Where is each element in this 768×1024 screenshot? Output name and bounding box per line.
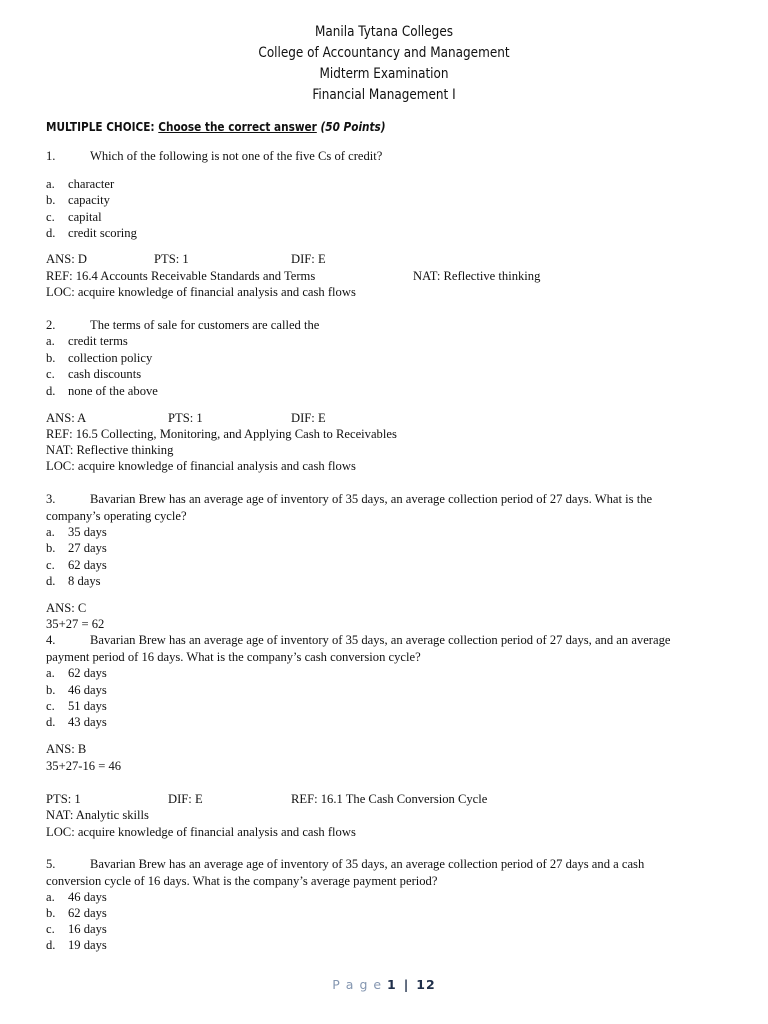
question-text-line-2: company’s operating cycle? <box>46 509 187 523</box>
question-number: 4. <box>46 633 56 647</box>
section-instruction: Choose the correct answer <box>158 119 317 134</box>
question-text-line-1: Bavarian Brew has an average age of inventory of 35 days, an average collection period of 27 days. What is the <box>90 492 653 506</box>
section-points: (50 Points) <box>320 119 386 134</box>
nat-tag: NAT: Analytic skills <box>46 808 149 822</box>
page-total: 12 <box>416 977 436 992</box>
difficulty: DIF: E <box>291 411 326 425</box>
option-a: a. character <box>46 177 115 191</box>
nat-tag: NAT: Reflective thinking <box>46 443 174 457</box>
question-text-line-1: Bavarian Brew has an average age of inventory of 35 days, an average collection period of 27 days, and an average <box>90 633 671 647</box>
question-number: 1. <box>46 149 56 163</box>
option-c: c. 62 days <box>46 558 107 572</box>
calculation: 35+27-16 = 46 <box>46 759 122 773</box>
question-number: 5. <box>46 857 56 871</box>
difficulty: DIF: E <box>168 792 203 806</box>
option-d: d. none of the above <box>46 384 158 398</box>
option-a: a. 46 days <box>46 890 107 904</box>
loc-tag: LOC: acquire knowledge of financial analysis and cash flows <box>46 825 356 839</box>
section-heading <box>46 119 386 134</box>
option-c: c. 16 days <box>46 922 107 936</box>
option-b: b. 27 days <box>46 541 107 555</box>
question-text-line-1: Bavarian Brew has an average age of inventory of 35 days, an average collection period of 27 days and a cash <box>90 857 645 871</box>
difficulty: DIF: E <box>291 252 326 266</box>
option-a: a. 35 days <box>46 525 107 539</box>
question-text-line-2: conversion cycle of 16 days. What is the company’s average payment period? <box>46 874 438 888</box>
question-number: 2. <box>46 318 56 332</box>
course-name: Financial Management I <box>312 87 456 103</box>
answer: ANS: C <box>46 601 87 615</box>
page-number: 1 <box>387 977 397 992</box>
page-footer <box>0 977 768 992</box>
option-a: a. credit terms <box>46 334 128 348</box>
option-d: d. 43 days <box>46 715 107 729</box>
exam-name: Midterm Examination <box>319 66 449 82</box>
option-b: b. collection policy <box>46 351 153 365</box>
reference: REF: 16.4 Accounts Receivable Standards and Terms <box>46 269 316 283</box>
option-a: a. 62 days <box>46 666 107 680</box>
option-d: d. credit scoring <box>46 226 137 240</box>
question-text: Which of the following is not one of the five Cs of credit? <box>90 149 383 163</box>
option-d: d. 8 days <box>46 574 101 588</box>
question-number: 3. <box>46 492 56 506</box>
nat-tag: NAT: Reflective thinking <box>413 269 541 283</box>
answer: ANS: D <box>46 252 87 266</box>
option-b: b. 62 days <box>46 906 107 920</box>
reference: REF: 16.1 The Cash Conversion Cycle <box>291 792 488 806</box>
college-name: College of Accountancy and Management <box>258 45 510 61</box>
reference: REF: 16.5 Collecting, Monitoring, and Applying Cash to Receivables <box>46 427 397 441</box>
option-b: b. capacity <box>46 193 110 207</box>
points: PTS: 1 <box>168 411 203 425</box>
page-label: P a g e <box>332 977 383 992</box>
option-b: b. 46 days <box>46 683 107 697</box>
page-separator: | <box>403 977 410 992</box>
points: PTS: 1 <box>154 252 189 266</box>
answer: ANS: A <box>46 411 87 425</box>
school-name: Manila Tytana Colleges <box>314 24 454 40</box>
points: PTS: 1 <box>46 792 81 806</box>
question-text: The terms of sale for customers are called the <box>90 318 320 332</box>
document-header <box>54 22 714 106</box>
loc-tag: LOC: acquire knowledge of financial analysis and cash flows <box>46 285 356 299</box>
section-label: MULTIPLE CHOICE: <box>46 119 155 134</box>
option-d: d. 19 days <box>46 938 107 952</box>
answer: ANS: B <box>46 742 87 756</box>
option-c: c. cash discounts <box>46 367 142 381</box>
loc-tag: LOC: acquire knowledge of financial analysis and cash flows <box>46 459 356 473</box>
question-text-line-2: payment period of 16 days. What is the company’s cash conversion cycle? <box>46 650 421 664</box>
option-c: c. 51 days <box>46 699 107 713</box>
calculation: 35+27 = 62 <box>46 617 105 631</box>
option-c: c. capital <box>46 210 102 224</box>
